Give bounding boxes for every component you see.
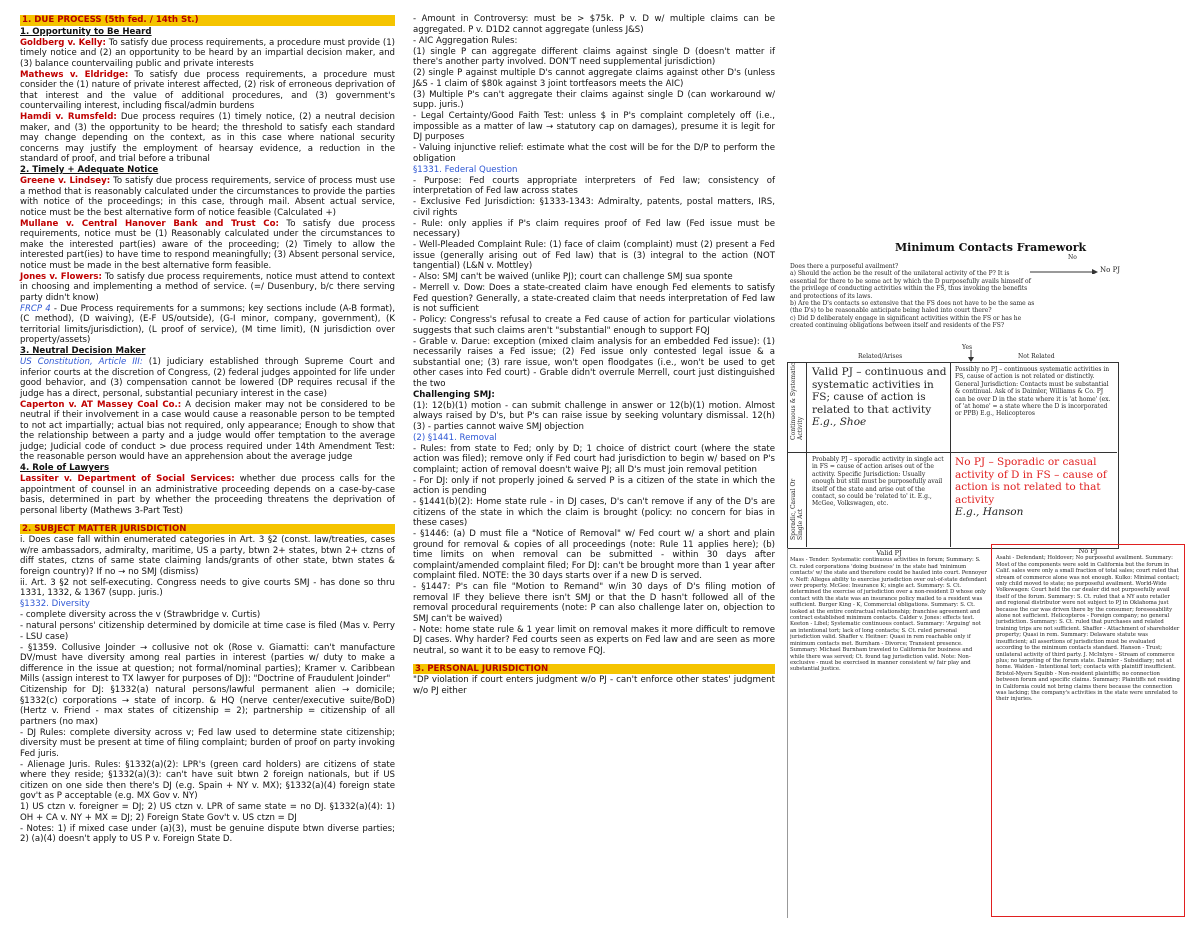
- note-hamdi-text: Due process requires (1) timely notice, (2) a neutral decision maker, and (3) the opportunity to be heard; the threshold to satisfy each standard may change depending on the context, as in this case where national security concerns may justify the employment of hearsay evidence, a reduction in the standard of proof, and trial before a tribunal: [20, 112, 396, 164]
- note-lassiter-text: whether due process calls for the appointment of counsel in an administrative proceeding depends on a case-by-case basis, determined in part by whether the proceeding threatens the deprivation of personal liberty (Mathews 3-Part Test): [20, 474, 396, 516]
- note-m14: - Policy: Congress's refusal to create a Fed cause of action for particular violations suggests that such claims aren't "substantial" enough to support FQJ: [413, 315, 775, 336]
- subheading-notice: 2. Timely + Adequate Notice: [20, 165, 159, 175]
- note-m16: Challenging SMJ:: [413, 389, 495, 400]
- note-m9: - Exclusive Fed Jurisdiction: §1333-1343: Admiralty, patents, postal matters, IRS, civil rights: [413, 197, 775, 218]
- note-div-1: - complete diversity across the v (Strawbridge v. Curtis): [20, 610, 261, 620]
- note-mullane: [20, 219, 395, 272]
- table-valid-text: Mass - Tender: Systematic continuous activities in forum; Summary: S. Ct. ruled corporations 'doing business' in the state had 'minimum contacts' w/ the state and therefore could be hauled into court. Pennoyer v. Neff: Alleges ability to exercise jurisdiction over out-of-state defendant over property. McGee: Insurance K; single act. Summary: S. Ct. determined the exercise of jurisdiction over a non-resident D whose only contact with the state was an insurance policy mailed to a resident was sufficient. Burger King - K, Commercial obligations. Summary: S. Ct. looked at the entire contractual relationship; franchise agreement and contract established minimum contacts. Calder v. Jones: effects test. Keeton - Libel; Systematic continuous contact. Summary: 'Arguing' not an intentional tort; lack of long contacts; S. Ct. ruled personal jurisdiction valid. Shaffer v. Heitner: Quasi in rem reachable only if minimum contacts met. Burnham - Divorce; Transient presence. Summary: Michael Burnham traveled to California for business and while there was served; Ct. found tag jurisdiction valid. Note: Non-exclusive - must be exercised in manner consistent w/ fair play and substantial justice.: [790, 557, 987, 673]
- note-jones: [20, 272, 395, 304]
- note-m5: (3) Multiple P's can't aggregate their claims against single D (can workaround w/ supp. juris.): [413, 89, 775, 110]
- case-lassiter: Lassiter v. Department of Social Services:: [20, 474, 235, 484]
- diagram-cell-valid: [812, 366, 947, 429]
- diagram-grid-hline: [787, 452, 1117, 453]
- diagram-q-c: c) Did D deliberately engage in significant activities within the FS or has he created continuing obligations between itself and residents of the FS?: [790, 314, 1022, 330]
- diagram-cell-nopj-body: No PJ – Sporadic or casual activity of D in FS – cause of action is not related to that activity: [955, 456, 1107, 506]
- diagram-q-intro: Does there a purposeful availment?: [790, 263, 899, 270]
- case-mullane: Mullane v. Central Hanover Bank and Trust Co:: [20, 218, 279, 229]
- note-m20: - For DJ: only if not properly joined & served P is a citizen of the state in which the action is pending: [413, 475, 775, 496]
- diagram-grid-vline2: [950, 362, 951, 547]
- note-usconst: [20, 357, 395, 399]
- middle-column: [413, 14, 775, 697]
- table-valid-pj: [790, 550, 988, 916]
- diagram-no-arrow: [1030, 258, 1100, 274]
- diagram-cell-valid-text: Valid PJ – continuous and systematic activities in FS; cause of action is related to that activity: [812, 366, 947, 416]
- note-m4: (2) single P against multiple D's cannot aggregate claims against other D's (unless J&S - 1 claim of $80k against 3 joint tortfeasors meets the AIC): [413, 68, 775, 89]
- diagram-q-a: a) Should the action be the result of the unilateral activity of the P? It is essential for there to be some act by which the D purposefully avails himself of the privilege of conducting activities within the FS, thus invoking the benefits and protections of its laws.: [790, 270, 1031, 300]
- note-mullane-text: To satisfy due process requirements, notice must be (1) Reasonably calculated under the circumstances to make the interested part(ies) aware of the proceeding; (2) Timely to allow the interested part(ies) to have time to respond meaningfully; (3) Absent personal service, notice must be made in the best alternative form feasible.: [20, 218, 395, 271]
- section-due-process-heading: 1. DUE PROCESS (5th fed. / 14th St.): [20, 15, 395, 26]
- note-usconst-text: (1) judiciary established through Supreme Court and inferior courts at the discretion of Congress, (2) federal judges appointed for life under good behavior, and (3) compensation cannot be lowered (DP requires recusal if the judge has a direct, personal, substantial pecuniary interest in the case): [20, 357, 395, 399]
- case-caperton: Caperton v. AT Massey Coal Co.:: [20, 399, 182, 410]
- subheading-neutral: 3. Neutral Decision Maker: [20, 346, 146, 356]
- note-smj-ii: ii. Art. 3 §2 not self-executing. Congress needs to give courts SMJ - has done so thru 1331, 1332, & 1367 (supp. juris.): [20, 577, 395, 598]
- note-m3: (1) single P can aggregate different claims against single D (doesn't matter if there's another party involved. DON'T need supplemental jurisdiction): [413, 46, 775, 67]
- diagram-cell-valid-example: E.g., Shoe: [812, 416, 867, 428]
- diagram-row-continuous: Continuous & Systematic Activity: [790, 362, 805, 440]
- note-m23: - §1447: P's can file "Motion to Remand" w/in 30 days of D's filing motion of removal IF they believe there isn't SMJ or that the D hasn't followed all of the removal procedural requirements (note: P can also challenge later on, objection to SMJ can't be waived): [413, 582, 775, 624]
- note-div-5: - DJ Rules: complete diversity across v; Fed law used to determine state citizenship; diversity must be present at time of filing complaint; burden of proof on party invoking Fed juris.: [20, 727, 395, 759]
- note-div-8: - Notes: 1) if mixed case under (a)(3), must be genuine dispute btwn diverse parties; 2) (a)(4) doesn't apply to US P v. Foreign State D.: [20, 823, 395, 844]
- note-caperton-text: A decision maker may not be considered to be neutral if their involvement in a case would cause a reasonable person to be tempted to not act impartially; actual bias not required, only appearance; Enough to show that the relationship between a party and a judge would offer temptation to the average judge; Judicial code of conduct > due process required under 14th Amendment Test: the reasonable person would have an apprehension about the average judge: [20, 399, 395, 462]
- note-m13: - Merrell v. Dow: Does a state-created claim have enough Fed elements to satisfy Fed question? Generally, a state-created claim that needs interpretation of Fed law is not sufficient: [413, 283, 775, 314]
- diagram-cell-general: Possibly no PJ – continuous systematic activities in FS, cause of action is not related or distinctly. General Jurisdiction: Contacts must be substantial & continual. Ask of is Daimler, Williams & Co. PJ can be over D in the state where it is 'at home' (ex. of 'at home' = a state where the D is incorporated or PPB) E.g., Helicopteros: [955, 366, 1111, 418]
- table-valid-heading: Valid PJ: [876, 550, 902, 557]
- case-mathews: Mathews v. Eldridge:: [20, 69, 129, 80]
- section-smj-heading: 2. SUBJECT MATTER JURISDICTION: [20, 524, 395, 535]
- note-mathews-text: To satisfy due process requirements, a procedure must consider the (1) nature of private interest affected, (2) risk of erroneous deprivation of that interest and the value of additional procedures, and (3) government's countervailing interest, including fiscal/admin burdens: [20, 69, 395, 111]
- rule-usconst: US Constitution, Article III:: [20, 357, 143, 367]
- subheading-opportunity: 1. Opportunity to Be Heard: [20, 26, 152, 37]
- diagram-q-b: b) Are the D's contacts so extensive that the FS does not have to be the same as (the D's) to be reasonable anticipate being haled into court there?: [790, 300, 1035, 315]
- note-m15: - Grable v. Darue: exception (mixed claim analysis for an embedded Fed issue): (1) necessarily raises a Fed issue; (2) Fed issue only contested legal issue & a substantial one; (3) rare issue, won't open floodgates (i.e., won't be used to get other cases into Fed court) - Grable didn't overrule Merrell, court just distinguished the two: [413, 336, 775, 389]
- diagram-yes-arrow: [966, 350, 976, 362]
- note-smj-i: i. Does case fall within enumerated categories in Art. 3 §2 (const. law/treaties, cases w/re ambassadors, admiralty, maritime, US a party, btwn 2+ states, btwn 2+ ctzns of diff states, ctzns of same state claiming lands/grants of other state, btwn states & foreign country)? If no → no SMJ (dismiss): [20, 535, 395, 577]
- diagram-no-pj: No PJ: [1100, 266, 1121, 274]
- diagram-cell-nopj: [955, 456, 1113, 519]
- heading-federal-question: §1331. Federal Question: [413, 164, 518, 175]
- case-goldberg: Goldberg v. Kelly:: [20, 37, 106, 48]
- note-div-2: - natural persons' citizenship determined by domicile at time case is filed (Mas v. Perry - LSU case): [20, 621, 395, 642]
- left-column: [20, 14, 395, 845]
- note-div-4: Citizenship for DJ: §1332(a) natural persons/lawful permanent alien → domicile; §1332(c) corporations → state of incorp. & HQ (nerve center/executive suite/BoD) (Hertz v. Friend - max states of citizenship = 2); partnership = citizenship of all partners (no max): [20, 685, 395, 727]
- case-jones: Jones v. Flowers:: [20, 271, 102, 282]
- section-pj-heading: 3. PERSONAL JURISDICTION: [413, 664, 775, 675]
- note-m24: - Note: home state rule & 1 year limit on removal makes it more difficult to remove DJ cases. Why harder? Fed courts seen as experts on Fed law and are seen as more neutral, so want it to be easy to remove FQJ.: [413, 624, 775, 656]
- diagram-cell-nopj-example: E.g., Hanson: [955, 506, 1024, 518]
- note-m19: - Rules: from state to Fed; only by D; 1 choice of district court (where the state action was filed); remove only if Fed court had jurisdiction to begin w/ based on P's complaint; action of removal doesn't waive PJ; all D's must join removal petition: [413, 443, 775, 475]
- case-greene: Greene v. Lindsey:: [20, 176, 111, 186]
- note-m12: - Also: SMJ can't be waived (unlike PJ); court can challenge SMJ sua sponte: [413, 272, 733, 282]
- rule-frcp: FRCP 4: [20, 303, 51, 314]
- table-no-pj: [996, 548, 1180, 912]
- table-no-heading: No PJ: [1078, 548, 1098, 555]
- note-m25: "DP violation if court enters judgment w/o PJ - can't enforce other states' judgment w/o PJ either: [413, 675, 775, 696]
- diagram-cell-nopj-text: [955, 456, 1113, 506]
- table-left-border: [787, 548, 788, 918]
- note-m11: - Well-Pleaded Complaint Rule: (1) face of claim (complaint) must (2) present a Fed issue (generally arising out of Fed law) that is (3) integral to the action (NOT tangential) (L&N v. Mottley): [413, 240, 775, 271]
- note-div-3: - §1359. Collusive Joinder → collusive not ok (Rose v. Giamatti: can't manufacture DV/must have diversity among real parties in interest (parties w/ duty to make a difference in the issue at question; not formal/nominal parties); Kramer v. Caribbean Mills (assign interest to TX lawyer for purposes of DJ): "Doctrine of Fraudulent Joinder": [20, 642, 395, 684]
- note-m2: - AIC Aggregation Rules:: [413, 35, 518, 46]
- note-m8: - Purpose: Fed courts appropriate interpreters of Fed law; consistency of interpretation of Fed law across states: [413, 175, 775, 196]
- note-m7: - Valuing injunctive relief: estimate what the cost will be for the D/P to perform the obligation: [413, 143, 775, 164]
- note-caperton: [20, 400, 395, 463]
- heading-diversity: §1332. Diversity: [20, 599, 90, 609]
- diagram-yes-label: Yes: [962, 344, 973, 351]
- note-div-7: 1) US ctzn v. foreigner = DJ; 2) US ctzn v. LPR of same state = no DJ. §1332(a)(4): 1) OH + CA v. NY + MX = DJ; 2) Foreign State Gov't v. US ctzn = DJ: [20, 802, 395, 823]
- diagram-no-label: No: [1068, 254, 1077, 261]
- note-jones-text: To satisfy due process requirements, notice must attend to context in choosing and implementing a method of service. (=/ Dusenbury, b/c there serving party didn't know): [20, 271, 396, 303]
- diagram-grid-vline1: [806, 362, 807, 547]
- diagram-col-notrelated: Not Related: [1018, 353, 1055, 360]
- note-lassiter: [20, 474, 395, 516]
- heading-removal: (2) §1441. Removal: [413, 432, 497, 443]
- note-greene-text: To satisfy due process requirements, service of process must use a method that is reasonably calculated under the circumstances to provide the parties with notice of the proceedings; in this case, through mail. Absent actual service, notice must be the best alternative form of notice feasible (Calculated +): [20, 176, 396, 218]
- subheading-lawyers: 4. Role of Lawyers: [20, 463, 110, 473]
- diagram-cell-specific: Probably PJ – sporadic activity in single act in FS = cause of action arises out of the activity. Specific Jurisdiction: Usually enough but still must be purposefully avail itself of the state and arise out of the contact, so could be 'related to' it. E.g., McGee, Volkswagen, etc.: [812, 456, 944, 508]
- diagram-question: [790, 263, 1035, 330]
- note-goldberg-text: To satisfy due process requirements, a procedure must provide (1) timely notice and (2) an opportunity to be heard by an impartial decision maker, and (3) balance countervailing public and private interests: [20, 37, 396, 69]
- note-greene: [20, 176, 395, 218]
- case-hamdi: Hamdi v. Rumsfeld:: [20, 112, 117, 122]
- note-m6: - Legal Certainty/Good Faith Test: unless $ in P's complaint completely off (i.e., impossible as a matter of law → statutory cap on damages), presume it is legit for DJ purposes: [413, 111, 775, 142]
- diagram-title: Minimum Contacts Framework: [895, 241, 1087, 254]
- note-m10: - Rule: only applies if P's claim requires proof of Fed law (Fed issue must be necessary): [413, 218, 775, 239]
- note-m22: - §1446: (a) D must file a "Notice of Removal" w/ Fed court w/ a short and plain ground for removal & copies of all proceedings (note: Rule 11 applies here); (b) time limits on when removal can be submitted - within 30 days after complaint/amended complaint filed; For DJ: can't be brought more than 1 year after complaint filed. NOTE: the 30 days starts over if a new D is served.: [413, 529, 775, 581]
- note-m1: - Amount in Controversy: must be > $75k. P v. D w/ multiple claims can be aggregated. P v. D1D2 cannot aggregate (unless J&S): [413, 14, 775, 35]
- diagram-row-sporadic: Sporadic, Casual Or Single Act: [790, 478, 805, 540]
- note-m21: - §1441(b)(2): Home state rule - in DJ cases, D's can't remove if any of the D's are citizens of the state in which the claim is brought (policy: no concern for bias in these cases): [413, 497, 775, 528]
- note-frcp-text: - Due Process requirements for a summons; key sections include (A-B format), (C method), (D waiving), (E-F US/outside), (G-I minor, company, government), (K territorial limits/jurisdiction), (L proof of service), (M time limit), (N jurisdiction over property/assets): [20, 303, 396, 345]
- table-no-text: Asahi - Defendant; Holdover; No purposeful availment. Summary: Most of the components were sold in California but the forum in Calif. sales were only a small fraction of total sales; court ruled that stream of commerce alone was not enough. Kulko: Minimal contact; only child moved to state; no purposeful availment. World-Wide Volkswagen: Court held the car dealer did not purposefully avail itself of the forum. Summary: S. Ct. ruled that a NY auto retailer and regional distributor were not subject to PJ in Oklahoma just because the car was driven there by the consumer; foreseeability alone not sufficient. Helicopteros - Foreign company; no general jurisdiction. Summary: S. Ct. ruled that purchases and related training trips are not sufficient. Shaffer - Attachment of shareholder property; Quasi in rem. Summary: Delaware statute was insufficient; all assertions of jurisdiction must be evaluated according to the minimum contacts standard. Hanson - Trust; unilateral activity of third party. J. McIntyre - Stream of commerce plus; no targeting of the forum state. Daimler - Subsidiary; not at home. Walden - Intentional tort; contacts with plaintiff insufficient. Bristol-Myers Squibb - Non-resident plaintiffs; no connection between forum and specific claims. Summary: Plaintiffs not residing in California could not bring claims there because the connection was lacking; the company's activities in the state were unrelated to their injuries.: [996, 555, 1180, 703]
- note-goldberg: [20, 38, 395, 70]
- note-hamdi: [20, 112, 395, 165]
- diagram-col-related: Related/Arises: [858, 353, 903, 360]
- note-frcp: [20, 304, 395, 346]
- note-mathews: [20, 70, 395, 112]
- note-m17: (1): 12(b)(1) motion - can submit challenge in answer or 12(b)(1) motion. Almost always raised by D's, but P's can raise issue by seeking voluntary dismissal. 12(h)(3) - parties cannot waive SMJ objection: [413, 400, 775, 432]
- note-div-6: - Alienage Juris. Rules: §1332(a)(2): LPR's (green card holders) are citizens of state where they reside; §1332(a)(3): can't have suit btwn 2 foreign nationals, but if US citizen on one side then there's DJ (e.g. Spain + NY v. MX); §1332(a)(4) foreign state gov't as P acceptable (e.g. MX Gov v. NY): [20, 759, 395, 801]
